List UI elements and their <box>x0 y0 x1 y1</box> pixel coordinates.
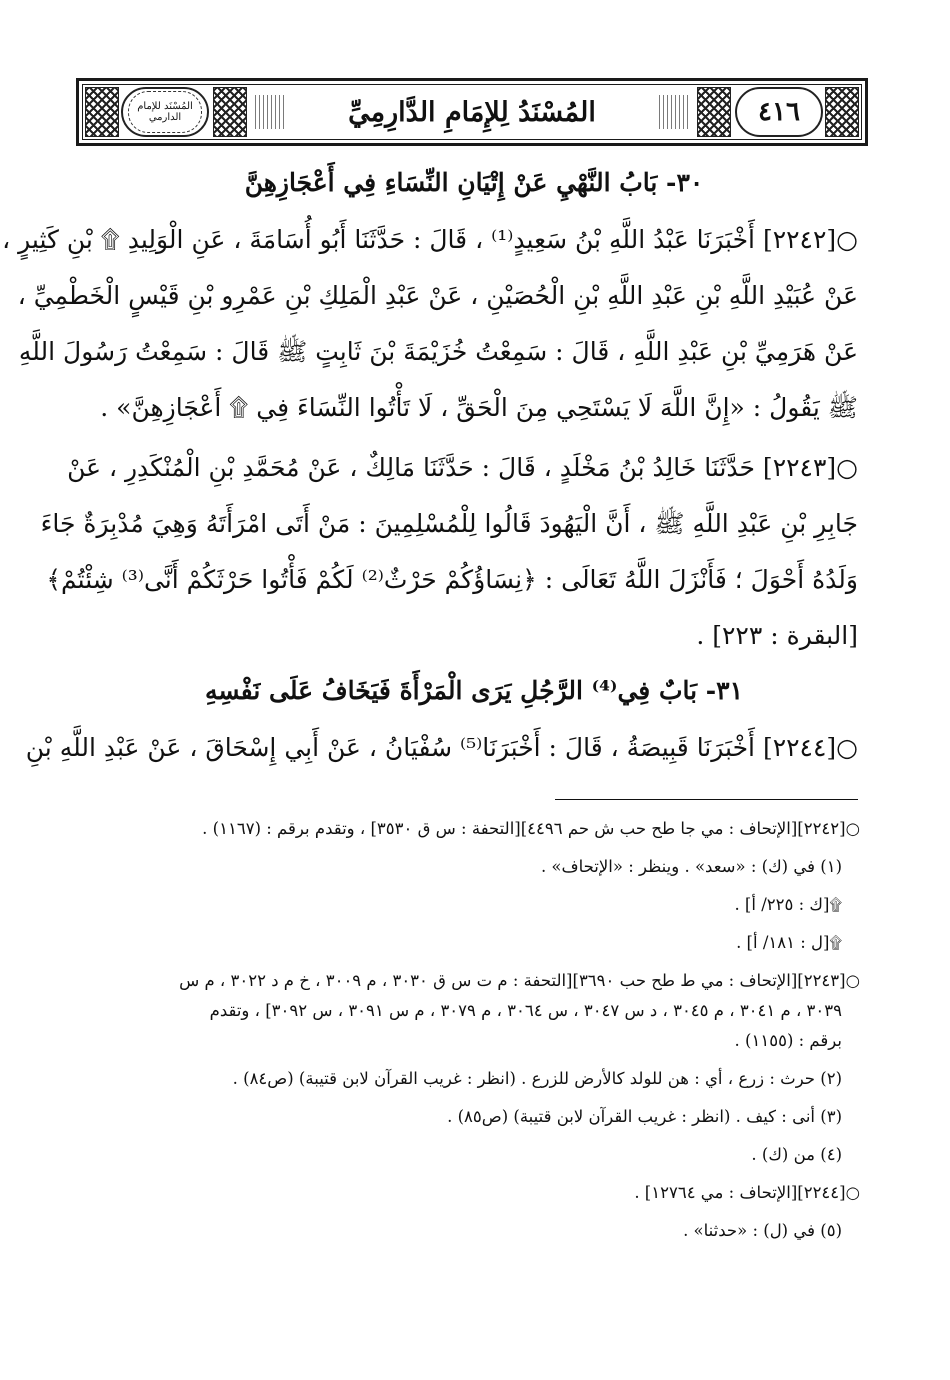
footnote: ○[٢٢٤٢][الإتحاف : مي جا طح حب ش حم ٤٤٩٦][التحفة : س ق ٣٥٣٠] ، وتقدم برقم : (١١٦٧) . <box>202 819 860 838</box>
text-line: ﷺ يَقُولُ : «إِنَّ اللَّهَ لَا يَسْتَحِي مِنَ الْحَقِّ ، لَا تَأْتُوا النِّسَاءَ فِي ۩ أَعْجَازِهِنَّ» . <box>100 393 858 422</box>
chapter-31-title: ٣١- بَابٌ فِي⁽⁴⁾ الرَّجُلِ يَرَى الْمَرْأَةَ فَيَخَافُ عَلَى نَفْسِهِ <box>204 676 744 705</box>
ornament-icon <box>697 87 731 137</box>
text-line: ○[٢٢٤٣] حَدَّثَنَا خَالِدُ بْنُ مَخْلَدٍ ، قَالَ : حَدَّثَنَا مَالِكٌ ، عَنْ مُحَمَّدِ بْنِ الْمُنْكَدِرِ ، عَنْ <box>67 453 858 482</box>
running-title: المُسْنَدُ لِلإِمَامِ الدَّارِمِيِّ <box>348 96 596 128</box>
page-number: ٤١٦ <box>758 97 800 127</box>
footnote: (٥) في (ل) : «حدثنا» . <box>683 1221 842 1240</box>
text-line: ○[٢٢٤٤] أَخْبَرَنَا قَبِيصَةُ ، قَالَ : أَخْبَرَنَا⁽⁵⁾ سُفْيَانُ ، عَنْ أَبِي إِسْحَاقَ ، عَنْ عَبْدِ اللَّهِ بْنِ <box>25 733 858 762</box>
text-line: جَابِرِ بْنِ عَبْدِ اللَّهِ ﷺ ، أَنَّ الْيَهُودَ قَالُوا لِلْمُسْلِمِينَ : مَنْ أَتَى امْرَأَتَهُ وَهِيَ مُدْبِرَةٌ جَاءَ <box>40 509 858 538</box>
footnote: ۩[ل : ١٨١/ أ] . <box>736 933 842 952</box>
footnote: ۩[ك : ٢٢٥/ أ] . <box>734 895 842 914</box>
footnote: (٣) أنى : كيف . (انظر : غريب القرآن لابن قتيبة) (ص٨٥) . <box>447 1107 842 1126</box>
ornament-icon <box>85 87 119 137</box>
book-seal: المُسْنَد للإمام الدارمي <box>128 91 202 133</box>
hadith-2244 <box>25 720 858 776</box>
text-line: وَلَدُهُ أَحْوَلَ ؛ فَأَنْزَلَ اللَّهُ تَعَالَى : ﴿نِسَاؤُكُمْ حَرْثٌ⁽²⁾ لَكُمْ فَأْتُوا حَرْثَكُمْ أَنَّى⁽³⁾ شِئْتُمْ﴾ <box>46 565 858 594</box>
footnote: برقم : (١١٥٥) . <box>734 1031 842 1050</box>
footnote-divider <box>555 799 858 800</box>
ornament-icon <box>825 87 859 137</box>
page-header <box>76 78 868 146</box>
ornament-icon <box>213 87 247 137</box>
hadith-2243 <box>40 440 858 664</box>
hadith-2242 <box>2 212 858 436</box>
chapter-30-title: ٣٠- بَابُ النَّهْيِ عَنْ إِتْيَانِ النِّسَاءِ فِي أَعْجَازِهِنَّ <box>244 168 704 197</box>
footnote: ○[٢٢٤٣][الإتحاف : مي ط طح حب ٣٦٩٠][التحفة : م ت س ق ٣٠٣٠ ، م ٣٠٠٩ ، خ م د ٣٠٢٢ ، م س <box>179 971 860 990</box>
seal-cartouche <box>121 87 209 137</box>
text-line: [البقرة : ٢٢٣] . <box>696 621 858 650</box>
text-line: ○[٢٢٤٢] أَخْبَرَنَا عَبْدُ اللَّهِ بْنُ سَعِيدٍ⁽¹⁾ ، قَالَ : حَدَّثَنَا أَبُو أُسَامَةَ ، عَنِ الْوَلِيدِ ۩ بْنِ كَثِيرٍ ، <box>2 225 858 254</box>
footnote: (٤) من (ك) . <box>751 1145 842 1164</box>
page-number-cartouche <box>735 87 823 137</box>
text-line: عَنْ هَرَمِيِّ بْنِ عَبْدِ اللَّهِ ، قَالَ : سَمِعْتُ خُزَيْمَةَ بْنَ ثَابِتٍ ﷺ قَالَ : سَمِعْتُ رَسُولَ اللَّهِ <box>18 337 858 366</box>
footnotes <box>80 810 860 1250</box>
footnote: (٢) حرث : زرع ، أي : هن للولد كالأرض للزرع . (انظر : غريب القرآن لابن قتيبة) (ص٨٤) . <box>232 1069 842 1088</box>
text-line: عَنْ عُبَيْدِ اللَّهِ بْنِ عَبْدِ اللَّهِ بْنِ الْحُصَيْنِ ، عَنْ عَبْدِ الْمَلِكِ بْنِ عَمْرِو بْنِ قَيْسٍ الْخَطْمِيِّ ، <box>17 281 858 310</box>
footnote: ○[٢٢٤٤][الإتحاف : مي ١٢٧٦٤] . <box>634 1183 860 1202</box>
footnote: (١) في (ك) : «سعد» . وينظر : «الإتحاف» . <box>540 857 842 876</box>
footnote: ٣٠٣٩ ، م ٣٠٤١ ، م ٣٠٤٥ ، د س ٣٠٤٧ ، س ٣٠٦٤ ، م ٣٠٧٩ ، م س ٣٠٩١ ، س ٣٠٩٢] ، وتقدم <box>209 1001 842 1020</box>
